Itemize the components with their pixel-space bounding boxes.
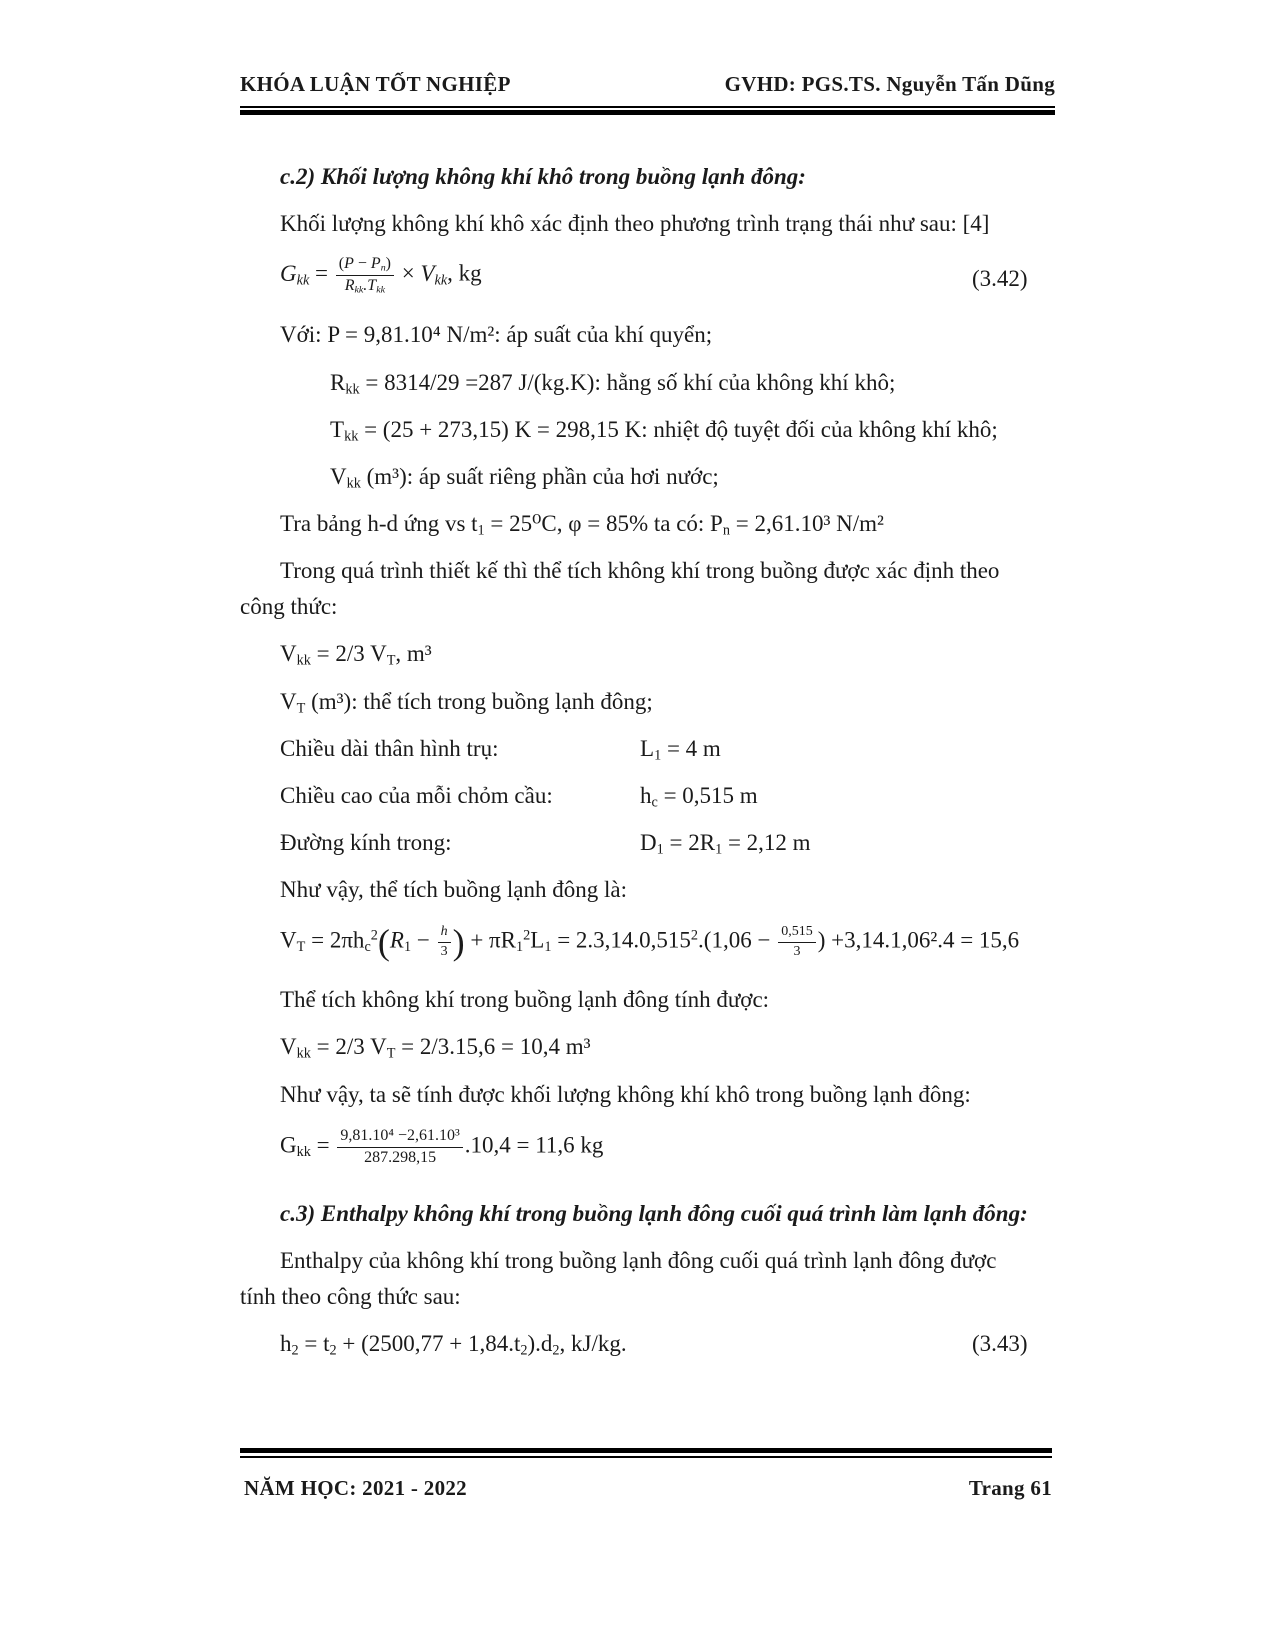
vt-calculation: $V_T = 2\pi h_c^2(R_1$ − $\frac{h}{3}$ ) + $\pi R_1^2L_1 = 2.3,14.0,515^2.(1,06$ − $\frac{0,515}{3}$ ) +3,14.1,06².4 = 15,6 [280, 922, 1020, 963]
with-p-value: P = 9,81.10⁴ N/m² [327, 322, 495, 347]
enthalpy-paragraph-line2: tính theo công thức sau: [240, 1284, 461, 1309]
header-rule-thin [240, 106, 1055, 108]
footer-left: NĂM HỌC: 2021 - 2022 [244, 1476, 467, 1500]
vt-desc: $V_T$ (m³): thể tích trong buồng lạnh đông; [280, 689, 653, 717]
enthalpy-paragraph-line1: Enthalpy của không khí trong buồng lạnh đông cuối quá trình lạnh đông được [280, 1248, 997, 1273]
vkk-formula: $V_{kk} = 2/3$ $V_T$, m³ [280, 641, 432, 669]
height-value: $h_c = 0,515$ m [640, 783, 758, 811]
diameter-value: $D_1 = 2R_1 = 2,12$ m [640, 830, 811, 858]
t-line: $T_{kk} = (25 + 273,15) K = 298,15$ K: nhiệt độ tuyệt đối của không khí khô; [330, 417, 998, 445]
equation-3-42: $G_{kk}$ = $\frac{(P - P_n)}{R_{kk}.T_{kk}}$ × $V_{kk}$, kg [280, 255, 482, 296]
section-title-c2: c.2) Khối lượng không khí khô trong buồng lạnh đông: [280, 164, 806, 189]
diameter-label: Đường kính trong: [280, 830, 452, 855]
length-value: $L_1 = 4$ m [640, 736, 721, 764]
design-paragraph-line1: Trong quá trình thiết kế thì thể tích không khí trong buồng được xác định theo [280, 558, 1000, 583]
footer-rule-thick [240, 1448, 1052, 1453]
air-volume-intro: Thể tích không khí trong buồng lạnh đông tính được: [280, 987, 770, 1012]
with-p-desc: : áp suất của khí quyển; [494, 322, 713, 347]
equation-number-3-43: (3.43) [972, 1331, 1028, 1356]
v-line: $V_{kk}$ (m³): áp suất riêng phần của hơi nước; [330, 464, 719, 492]
vkk-calculation: $V_{kk} = 2/3$ $V_T = 2/3.15,6 = 10,4$ m³ [280, 1034, 591, 1062]
gkk-calculation: $G_{kk}$ = $\frac{\text{9,81.10⁴ −2,61.10³}}{287.298,15}$ .10,4 = 11,6 kg [280, 1127, 604, 1166]
r-line: $R_{kk} = 8314/29 =287$ J/(kg.K): hằng số khí của không khí khô; [330, 370, 896, 398]
section-title-c3: c.3) Enthalpy không khí trong buồng lạnh đông cuối quá trình làm lạnh đông: [280, 1201, 1028, 1226]
volume-intro: Như vậy, thể tích buồng lạnh đông là: [280, 877, 627, 902]
design-paragraph-line2: công thức: [240, 594, 338, 619]
height-label: Chiều cao của mỗi chỏm cầu: [280, 783, 553, 808]
tra-bang-line: Tra bảng h-d ứng vs $t_1 = 25^0C$, φ = 85% ta có: $P_n = 2,61.10^3$ N/m² [280, 511, 884, 539]
page-number: Trang 61 [968, 1476, 1052, 1500]
paragraph-mass-intro: Khối lượng không khí khô xác định theo phương trình trạng thái như sau: [4] [280, 211, 990, 236]
footer-rule-thin [240, 1456, 1052, 1458]
with-label: Với: [280, 322, 328, 347]
eq342-unit: , kg [447, 260, 482, 286]
header-right: GVHD: PGS.TS. Nguyễn Tấn Dũng [724, 72, 1055, 96]
mass-intro-2: Như vậy, ta sẽ tính được khối lượng không khí khô trong buồng lạnh đông: [280, 1082, 971, 1107]
with-line [280, 322, 712, 348]
header-rule-thick [240, 110, 1055, 115]
equation-3-43: $h_2 = t_2 + (2500,77 + 1,84.t_2).d_2$, kJ/kg. [280, 1331, 627, 1359]
equation-number-3-42: (3.42) [972, 266, 1028, 291]
header-left: KHÓA LUẬN TỐT NGHIỆP [240, 72, 511, 96]
length-label: Chiều dài thân hình trụ: [280, 736, 499, 761]
